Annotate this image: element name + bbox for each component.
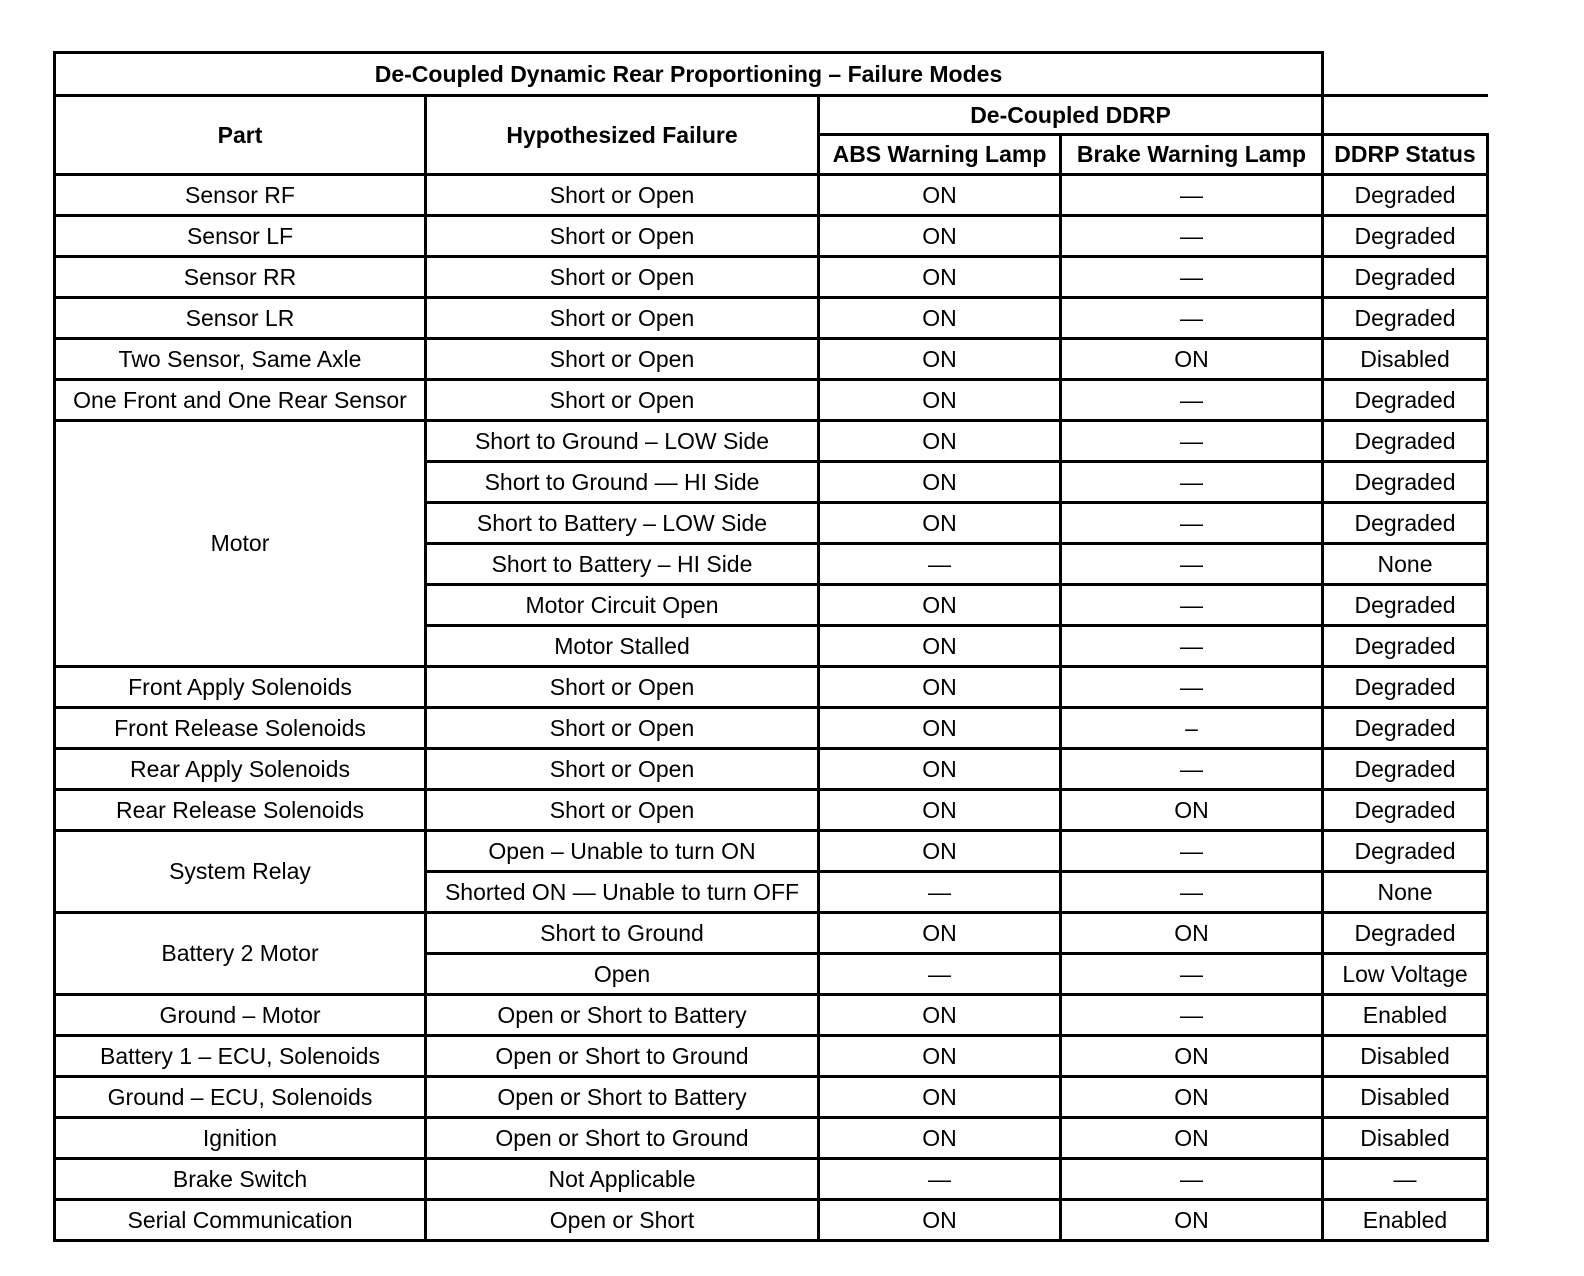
cell-failure: Short or Open — [426, 667, 819, 708]
cell-ddrp-status: Degraded — [1323, 790, 1488, 831]
cell-failure: Short to Ground — [426, 913, 819, 954]
cell-ddrp-status: Degraded — [1323, 175, 1488, 216]
table-row — [55, 995, 1488, 1036]
cell-failure: Short or Open — [426, 339, 819, 380]
cell-part: Sensor RF — [55, 175, 426, 216]
cell-brake-lamp: — — [1061, 257, 1323, 298]
cell-brake-lamp: ON — [1061, 1200, 1323, 1241]
cell-part: Rear Apply Solenoids — [55, 749, 426, 790]
cell-abs-lamp: ON — [819, 298, 1061, 339]
cell-brake-lamp: — — [1061, 216, 1323, 257]
cell-part: Battery 1 – ECU, Solenoids — [55, 1036, 426, 1077]
cell-brake-lamp: — — [1061, 462, 1323, 503]
cell-brake-lamp: — — [1061, 380, 1323, 421]
cell-abs-lamp: ON — [819, 1200, 1061, 1241]
cell-failure: Not Applicable — [426, 1159, 819, 1200]
cell-part: Ground – Motor — [55, 995, 426, 1036]
table-title: De-Coupled Dynamic Rear Proportioning – Failure Modes — [55, 53, 1323, 96]
cell-failure: Short or Open — [426, 257, 819, 298]
cell-brake-lamp: ON — [1061, 1036, 1323, 1077]
cell-failure: Short to Ground – LOW Side — [426, 421, 819, 462]
cell-part: Brake Switch — [55, 1159, 426, 1200]
cell-abs-lamp: ON — [819, 175, 1061, 216]
cell-brake-lamp: ON — [1061, 790, 1323, 831]
table-row — [55, 708, 1488, 749]
cell-failure: Open or Short to Battery — [426, 995, 819, 1036]
cell-abs-lamp: ON — [819, 257, 1061, 298]
cell-abs-lamp: ON — [819, 216, 1061, 257]
col-header-part: Part — [55, 96, 426, 175]
cell-ddrp-status: None — [1323, 544, 1488, 585]
group-header-ddrp: De-Coupled DDRP — [819, 96, 1323, 135]
table-body — [55, 175, 1488, 1241]
table-row — [55, 667, 1488, 708]
cell-abs-lamp: — — [819, 954, 1061, 995]
table-row — [55, 216, 1488, 257]
cell-part: Sensor LF — [55, 216, 426, 257]
cell-failure: Short to Ground — HI Side — [426, 462, 819, 503]
cell-abs-lamp: ON — [819, 913, 1061, 954]
cell-ddrp-status: Degraded — [1323, 421, 1488, 462]
cell-ddrp-status: Degraded — [1323, 462, 1488, 503]
cell-part: Rear Release Solenoids — [55, 790, 426, 831]
cell-abs-lamp: ON — [819, 339, 1061, 380]
cell-part: Two Sensor, Same Axle — [55, 339, 426, 380]
cell-abs-lamp: ON — [819, 1077, 1061, 1118]
cell-brake-lamp: ON — [1061, 1077, 1323, 1118]
cell-part: Front Release Solenoids — [55, 708, 426, 749]
cell-failure: Short or Open — [426, 380, 819, 421]
cell-ddrp-status: Degraded — [1323, 831, 1488, 872]
cell-brake-lamp: ON — [1061, 339, 1323, 380]
cell-brake-lamp: — — [1061, 626, 1323, 667]
cell-abs-lamp: — — [819, 1159, 1061, 1200]
cell-ddrp-status: None — [1323, 872, 1488, 913]
cell-abs-lamp: ON — [819, 790, 1061, 831]
cell-brake-lamp: — — [1061, 421, 1323, 462]
cell-abs-lamp: — — [819, 544, 1061, 585]
cell-abs-lamp: ON — [819, 462, 1061, 503]
cell-part: Sensor LR — [55, 298, 426, 339]
cell-ddrp-status: Degraded — [1323, 708, 1488, 749]
cell-abs-lamp: ON — [819, 503, 1061, 544]
cell-ddrp-status: Degraded — [1323, 503, 1488, 544]
table-row — [55, 421, 1488, 462]
cell-abs-lamp: — — [819, 872, 1061, 913]
cell-abs-lamp: ON — [819, 667, 1061, 708]
cell-ddrp-status: Enabled — [1323, 1200, 1488, 1241]
cell-part: Ignition — [55, 1118, 426, 1159]
cell-ddrp-status: Disabled — [1323, 1036, 1488, 1077]
cell-ddrp-status: Low Voltage — [1323, 954, 1488, 995]
table-row — [55, 913, 1488, 954]
cell-brake-lamp: — — [1061, 298, 1323, 339]
header-blank-cell — [1323, 53, 1488, 96]
cell-part: Ground – ECU, Solenoids — [55, 1077, 426, 1118]
cell-ddrp-status: Disabled — [1323, 1118, 1488, 1159]
header-blank-cell — [1323, 96, 1488, 135]
cell-ddrp-status: Degraded — [1323, 257, 1488, 298]
cell-failure: Open or Short to Ground — [426, 1118, 819, 1159]
col-header-brake-lamp: Brake Warning Lamp — [1061, 135, 1323, 175]
cell-failure: Motor Stalled — [426, 626, 819, 667]
cell-ddrp-status: Enabled — [1323, 995, 1488, 1036]
cell-abs-lamp: ON — [819, 1036, 1061, 1077]
col-header-ddrp-status: DDRP Status — [1323, 135, 1488, 175]
table-row — [55, 1200, 1488, 1241]
cell-brake-lamp: — — [1061, 503, 1323, 544]
cell-ddrp-status: Disabled — [1323, 1077, 1488, 1118]
cell-brake-lamp: — — [1061, 667, 1323, 708]
cell-part: Front Apply Solenoids — [55, 667, 426, 708]
col-header-failure: Hypothesized Failure — [426, 96, 819, 175]
cell-abs-lamp: ON — [819, 421, 1061, 462]
cell-ddrp-status: Disabled — [1323, 339, 1488, 380]
cell-ddrp-status: Degraded — [1323, 585, 1488, 626]
cell-failure: Open – Unable to turn ON — [426, 831, 819, 872]
cell-ddrp-status: Degraded — [1323, 913, 1488, 954]
cell-part: One Front and One Rear Sensor — [55, 380, 426, 421]
cell-abs-lamp: ON — [819, 749, 1061, 790]
cell-failure: Shorted ON — Unable to turn OFF — [426, 872, 819, 913]
table-row — [55, 1159, 1488, 1200]
cell-brake-lamp: — — [1061, 872, 1323, 913]
cell-abs-lamp: ON — [819, 831, 1061, 872]
cell-ddrp-status: Degraded — [1323, 626, 1488, 667]
cell-failure: Short or Open — [426, 749, 819, 790]
cell-failure: Open or Short to Ground — [426, 1036, 819, 1077]
cell-brake-lamp: — — [1061, 1159, 1323, 1200]
cell-part: Serial Communication — [55, 1200, 426, 1241]
cell-abs-lamp: ON — [819, 585, 1061, 626]
table-row — [55, 1118, 1488, 1159]
cell-part: Motor — [55, 421, 426, 667]
table-row — [55, 1036, 1488, 1077]
cell-failure: Short to Battery – LOW Side — [426, 503, 819, 544]
cell-failure: Open — [426, 954, 819, 995]
cell-failure: Motor Circuit Open — [426, 585, 819, 626]
cell-failure: Short to Battery – HI Side — [426, 544, 819, 585]
cell-ddrp-status: Degraded — [1323, 216, 1488, 257]
cell-part: Battery 2 Motor — [55, 913, 426, 995]
cell-brake-lamp: – — [1061, 708, 1323, 749]
cell-failure: Short or Open — [426, 175, 819, 216]
table-row — [55, 790, 1488, 831]
cell-failure: Short or Open — [426, 790, 819, 831]
failure-modes-table — [53, 51, 1489, 1242]
cell-brake-lamp: — — [1061, 831, 1323, 872]
table-row — [55, 380, 1488, 421]
table-row — [55, 298, 1488, 339]
cell-ddrp-status: Degraded — [1323, 298, 1488, 339]
cell-ddrp-status: — — [1323, 1159, 1488, 1200]
cell-failure: Short or Open — [426, 298, 819, 339]
cell-brake-lamp: — — [1061, 585, 1323, 626]
cell-abs-lamp: ON — [819, 995, 1061, 1036]
cell-ddrp-status: Degraded — [1323, 380, 1488, 421]
cell-abs-lamp: ON — [819, 708, 1061, 749]
cell-part: System Relay — [55, 831, 426, 913]
cell-abs-lamp: ON — [819, 626, 1061, 667]
cell-abs-lamp: ON — [819, 380, 1061, 421]
cell-part: Sensor RR — [55, 257, 426, 298]
col-header-abs-lamp: ABS Warning Lamp — [819, 135, 1061, 175]
table-row — [55, 257, 1488, 298]
table-row — [55, 339, 1488, 380]
cell-brake-lamp: — — [1061, 544, 1323, 585]
cell-ddrp-status: Degraded — [1323, 749, 1488, 790]
cell-brake-lamp: ON — [1061, 1118, 1323, 1159]
cell-brake-lamp: — — [1061, 954, 1323, 995]
cell-brake-lamp: — — [1061, 995, 1323, 1036]
cell-abs-lamp: ON — [819, 1118, 1061, 1159]
cell-failure: Open or Short to Battery — [426, 1077, 819, 1118]
table-row — [55, 749, 1488, 790]
cell-brake-lamp: — — [1061, 749, 1323, 790]
cell-ddrp-status: Degraded — [1323, 667, 1488, 708]
table-row — [55, 1077, 1488, 1118]
cell-failure: Open or Short — [426, 1200, 819, 1241]
table-row — [55, 831, 1488, 872]
cell-brake-lamp: — — [1061, 175, 1323, 216]
cell-brake-lamp: ON — [1061, 913, 1323, 954]
cell-failure: Short or Open — [426, 708, 819, 749]
table-row — [55, 175, 1488, 216]
cell-failure: Short or Open — [426, 216, 819, 257]
